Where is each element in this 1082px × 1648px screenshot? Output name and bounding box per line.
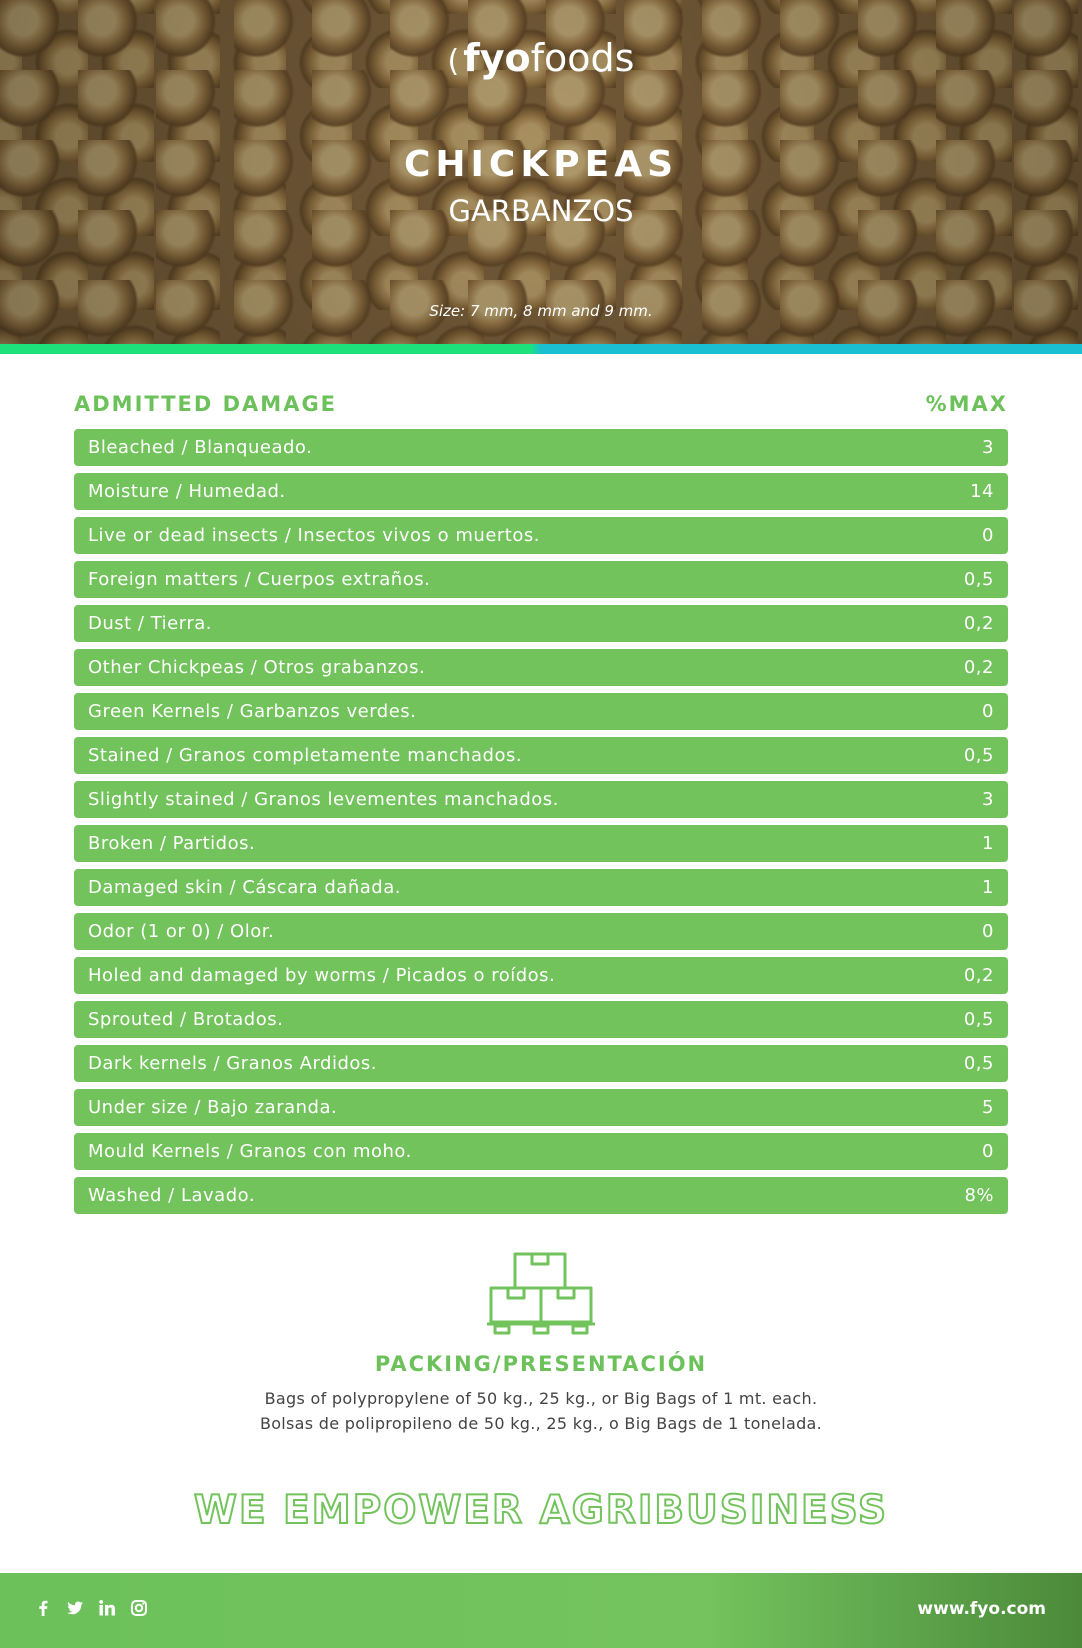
slogan: WE EMPOWER AGRIBUSINESS [193, 1488, 889, 1533]
table-row [74, 473, 1008, 510]
pallet-boxes-icon [487, 1252, 595, 1336]
damage-table [74, 429, 1008, 1221]
footer [0, 1573, 1082, 1648]
hero-banner [0, 0, 1082, 344]
size-note: Size: 7 mm, 8 mm and 9 mm. [429, 302, 653, 320]
row-value: 8% [964, 1185, 994, 1206]
row-value: 1 [982, 877, 994, 898]
row-label: Foreign matters / Cuerpos extraños. [88, 569, 431, 590]
row-label: Broken / Partidos. [88, 833, 256, 854]
table-row [74, 693, 1008, 730]
packing-line-en: Bags of polypropylene of 50 kg., 25 kg., or Big Bags of 1 mt. each. [264, 1389, 818, 1408]
packing-title: PACKING/PRESENTACIÓN [374, 1352, 708, 1376]
row-label: Moisture / Humedad. [88, 481, 286, 502]
twitter-icon[interactable] [66, 1599, 84, 1617]
row-value: 0 [982, 525, 994, 546]
linkedin-icon[interactable] [98, 1599, 116, 1617]
row-value: 0,2 [963, 613, 994, 634]
row-value: 14 [970, 481, 994, 502]
product-title: CHICKPEAS [403, 144, 679, 185]
row-label: Other Chickpeas / Otros grabanzos. [88, 657, 426, 678]
table-row [74, 957, 1008, 994]
row-value: 0,5 [963, 1053, 994, 1074]
social-links [34, 1599, 148, 1623]
header-value: %MAX [925, 392, 1008, 416]
row-label: Washed / Lavado. [88, 1185, 256, 1206]
damage-table-header [74, 392, 1008, 420]
row-label: Bleached / Blanqueado. [88, 437, 313, 458]
logo-mark-icon: ( [447, 44, 460, 79]
facebook-icon[interactable] [34, 1599, 52, 1617]
row-value: 0,5 [963, 569, 994, 590]
row-value: 1 [982, 833, 994, 854]
table-row [74, 869, 1008, 906]
row-value: 0 [982, 921, 994, 942]
brand-logo[interactable] [0, 36, 1082, 80]
header-label: ADMITTED DAMAGE [74, 392, 338, 416]
logo-text-foods: foods [530, 36, 635, 80]
row-value: 5 [982, 1097, 994, 1118]
color-strip [0, 344, 1082, 354]
table-row [74, 737, 1008, 774]
row-value: 0,2 [963, 657, 994, 678]
row-label: Under size / Bajo zaranda. [88, 1097, 338, 1118]
row-label: Dark kernels / Granos Ardidos. [88, 1053, 378, 1074]
table-row [74, 1177, 1008, 1214]
row-value: 3 [982, 437, 994, 458]
table-row [74, 517, 1008, 554]
product-subtitle: GARBANZOS [448, 194, 634, 228]
packing-line-es: Bolsas de polipropileno de 50 kg., 25 kg., o Big Bags de 1 tonelada. [259, 1414, 823, 1433]
row-value: 3 [982, 789, 994, 810]
row-value: 0 [982, 701, 994, 722]
table-row [74, 1133, 1008, 1170]
table-row [74, 913, 1008, 950]
row-value: 0,5 [963, 1009, 994, 1030]
table-row [74, 1045, 1008, 1082]
table-row [74, 825, 1008, 862]
logo-text-fyo: fyo [463, 36, 531, 80]
row-label: Odor (1 or 0) / Olor. [88, 921, 275, 942]
row-value: 0,2 [963, 965, 994, 986]
table-row [74, 1001, 1008, 1038]
row-label: Slightly stained / Granos levementes manchados. [88, 789, 559, 810]
instagram-icon[interactable] [130, 1599, 148, 1617]
table-row [74, 561, 1008, 598]
row-label: Damaged skin / Cáscara dañada. [88, 877, 401, 898]
row-label: Dust / Tierra. [88, 613, 212, 634]
row-value: 0,5 [963, 745, 994, 766]
table-row [74, 429, 1008, 466]
table-row [74, 781, 1008, 818]
row-label: Live or dead insects / Insectos vivos o muertos. [88, 525, 540, 546]
row-label: Mould Kernels / Granos con moho. [88, 1141, 412, 1162]
row-label: Green Kernels / Garbanzos verdes. [88, 701, 417, 722]
row-label: Holed and damaged by worms / Picados o roídos. [88, 965, 556, 986]
row-value: 0 [982, 1141, 994, 1162]
table-row [74, 649, 1008, 686]
row-label: Sprouted / Brotados. [88, 1009, 284, 1030]
table-row [74, 605, 1008, 642]
website-link[interactable]: www.fyo.com [917, 1599, 1046, 1619]
row-label: Stained / Granos completamente manchados. [88, 745, 523, 766]
table-row [74, 1089, 1008, 1126]
